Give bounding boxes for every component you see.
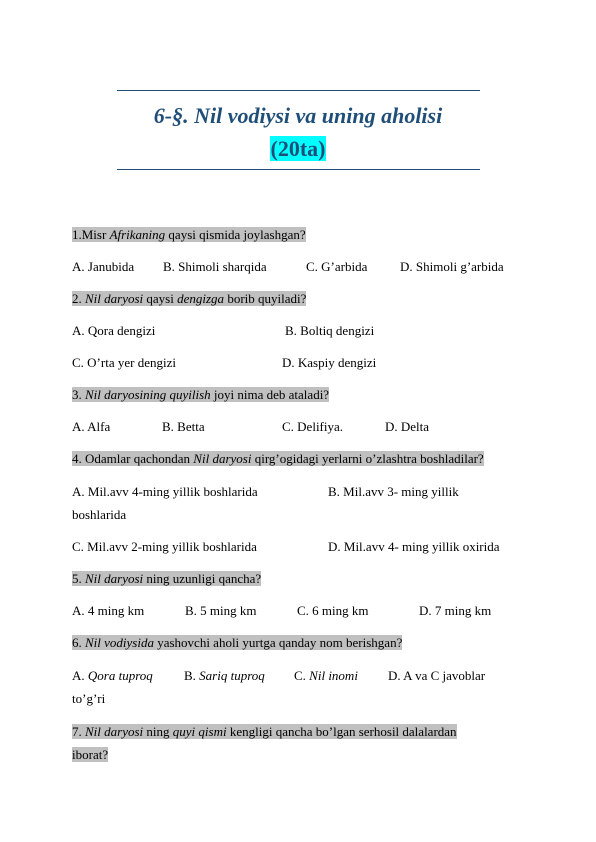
q5-option-c: C. 6 ming km: [297, 603, 369, 618]
question-7: 7. Nil daryosi ning quyi qismi kengligi qancha bo’lgan serhosil dalalardan: [72, 724, 457, 739]
q4-option-c: C. Mil.avv 2-ming yillik boshlarida: [72, 539, 257, 554]
question-6: 6. Nil vodiysida yashovchi aholi yurtga qanday nom berishgan?: [72, 635, 403, 650]
question-5: 5. Nil daryosi ning uzunligi qancha?: [72, 571, 262, 586]
q3-option-c: C. Delifiya.: [282, 419, 344, 434]
title-rule-bottom: [117, 169, 480, 170]
title-rule-top: [117, 90, 480, 91]
q5-option-d: D. 7 ming km: [419, 603, 492, 618]
question-1: 1.Misr Afrikaning qaysi qismida joylashgan?: [72, 227, 306, 242]
q2-option-b: B. Boltiq dengizi: [285, 323, 375, 338]
question-7-cont: iborat?: [72, 747, 109, 762]
q5-option-b: B. 5 ming km: [185, 603, 257, 618]
q3-option-d: D. Delta: [385, 419, 430, 434]
q4-option-b: B. Mil.avv 3- ming yillik: [328, 484, 459, 499]
q4-option-a: A. Mil.avv 4-ming yillik boshlarida: [72, 484, 258, 499]
q6-option-a: A. Qora tuproq: [72, 668, 153, 683]
q6-option-d-cont: to’g’ri: [72, 691, 106, 706]
question-2: 2. Nil daryosi qaysi dengizga borib quyiladi?: [72, 291, 307, 306]
q4-option-b-cont: boshlarida: [72, 507, 127, 522]
q3-option-b: B. Betta: [162, 419, 205, 434]
q1-option-c: C. G’arbida: [306, 259, 368, 274]
q6-option-b: B. Sariq tuproq: [184, 668, 265, 683]
question-4: 4. Odamlar qachondan Nil daryosi qirg’ogidagi yerlarni o’zlashtra boshladilar?: [72, 451, 484, 466]
q1-option-b: B. Shimoli sharqida: [163, 259, 267, 274]
q6-option-c: C. Nil inomi: [294, 668, 358, 683]
q1-option-d: D. Shimoli g’arbida: [400, 259, 504, 274]
question-count: (20ta): [270, 136, 326, 161]
question-3: 3. Nil daryosining quyilish joyi nima deb ataladi?: [72, 387, 330, 402]
q2-option-c: C. O’rta yer dengizi: [72, 355, 176, 370]
q2-option-a: A. Qora dengizi: [72, 323, 156, 338]
q3-option-a: A. Alfa: [72, 419, 111, 434]
q1-option-a: A. Janubida: [72, 259, 135, 274]
q6-option-d: D. A va C javoblar: [388, 668, 486, 683]
q4-option-d: D. Mil.avv 4- ming yillik oxirida: [328, 539, 500, 554]
q5-option-a: A. 4 ming km: [72, 603, 145, 618]
page-title: 6-§. Nil vodiysi va uning aholisi: [153, 103, 443, 128]
q2-option-d: D. Kaspiy dengizi: [282, 355, 377, 370]
